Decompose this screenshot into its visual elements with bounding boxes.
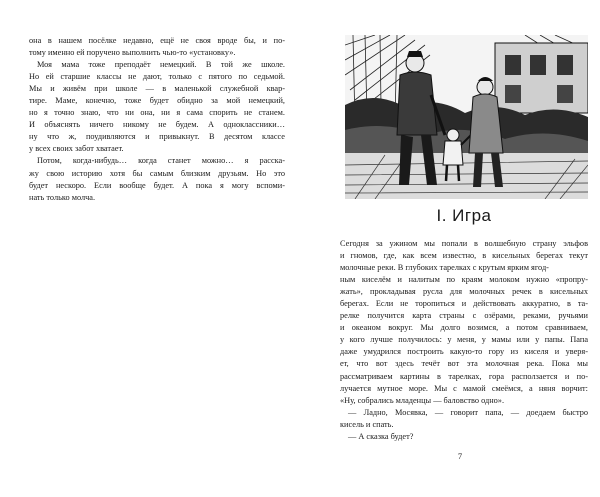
text-line: кисель и спать. [340, 419, 394, 429]
text-line: и океаном вокруг. Мы долго возимся, а потом сравниваем, [340, 323, 588, 333]
text-line: лучается мутное море. Мы с мамой смеёмся, а няня ворчит: [340, 383, 588, 393]
text-line: И объяснять ничего никому не будем. А одноклассники… [29, 120, 285, 130]
text-line: тире. Маме, конечно, тоже будет обидно за мой немецкий, [29, 96, 285, 106]
text-line: Сегодня за ужином мы попали в волшебную страну эльфов [340, 239, 588, 248]
text-line: — А сказка будет? [348, 431, 414, 441]
text-line: ет, что вот здесь течёт вот эта молочная река. Пока мы [340, 359, 588, 369]
text-line: но я точно знаю, что ни она, ни я сама спорить не станем. [29, 108, 285, 118]
text-line: даже умудрился построить какую-то гору из киселя и уверя- [340, 347, 588, 357]
text-line: ным киселём и налитым по краям молоком нужно «пропру- [340, 275, 588, 285]
text-line: — Ладно, Мосявка, — говорит папа, — доедаем быстро [348, 407, 588, 417]
text-line: рассматриваем картины в тарелках, гора расползается и по- [340, 371, 588, 381]
text-line: и гномов, где, как всем известно, в кисельных берегах текут [340, 251, 588, 261]
text-line: «Ну, собрались младенцы — баловство одно». [340, 395, 505, 405]
text-line: Мы и живём при школе — в маленькой служебной квар- [29, 84, 285, 94]
text-line: Но ей старшие классы не дают, только с пятого по седьмой. [29, 72, 285, 82]
text-line: жу свою историю хотя бы самым близким друзьям. Но это [29, 168, 285, 178]
page-number: 7 [457, 451, 463, 461]
text-line: она в нашем посёлке недавно, ещё не своя вроде бы, и по- [29, 36, 285, 45]
text-line: жать», прокладывая русла для молочных речек в кисельных [340, 287, 588, 297]
text-line: берегах. Если не торопиться и действовать аккуратно, в та- [340, 299, 588, 309]
text-line: у кого лучше получилось: у меня, у мамы или у папы. Папа [340, 335, 588, 345]
family-walk-illustration [345, 35, 588, 199]
text-line: у всех своих забот хватает. [29, 144, 124, 154]
text-line: релке получится карта страны с озёрами, реками, ручьями [340, 311, 588, 321]
chapter-title: I. Игра [436, 206, 492, 225]
right-page-text [340, 238, 588, 443]
right-page [300, 0, 600, 497]
text-line: тому именно ей поручено выполнить чью-то «установку». [29, 48, 236, 58]
text-line: Моя мама тоже преподаёт немецкий. В той же школе. [37, 60, 285, 70]
text-line: будет нескоро. Если вообще будет. А пока я могу вспоми- [29, 180, 285, 190]
text-line: нать только молча. [29, 192, 96, 202]
text-line: ну что ж, поудивляются и привыкнут. В десятом классе [29, 132, 285, 142]
left-page-text [29, 35, 285, 204]
text-line: молочные реки. В глубоких тарелках с крутым ярким ягод- [340, 263, 549, 273]
text-line: Потом, когда-нибудь… когда станет можно… я расска- [37, 156, 285, 166]
